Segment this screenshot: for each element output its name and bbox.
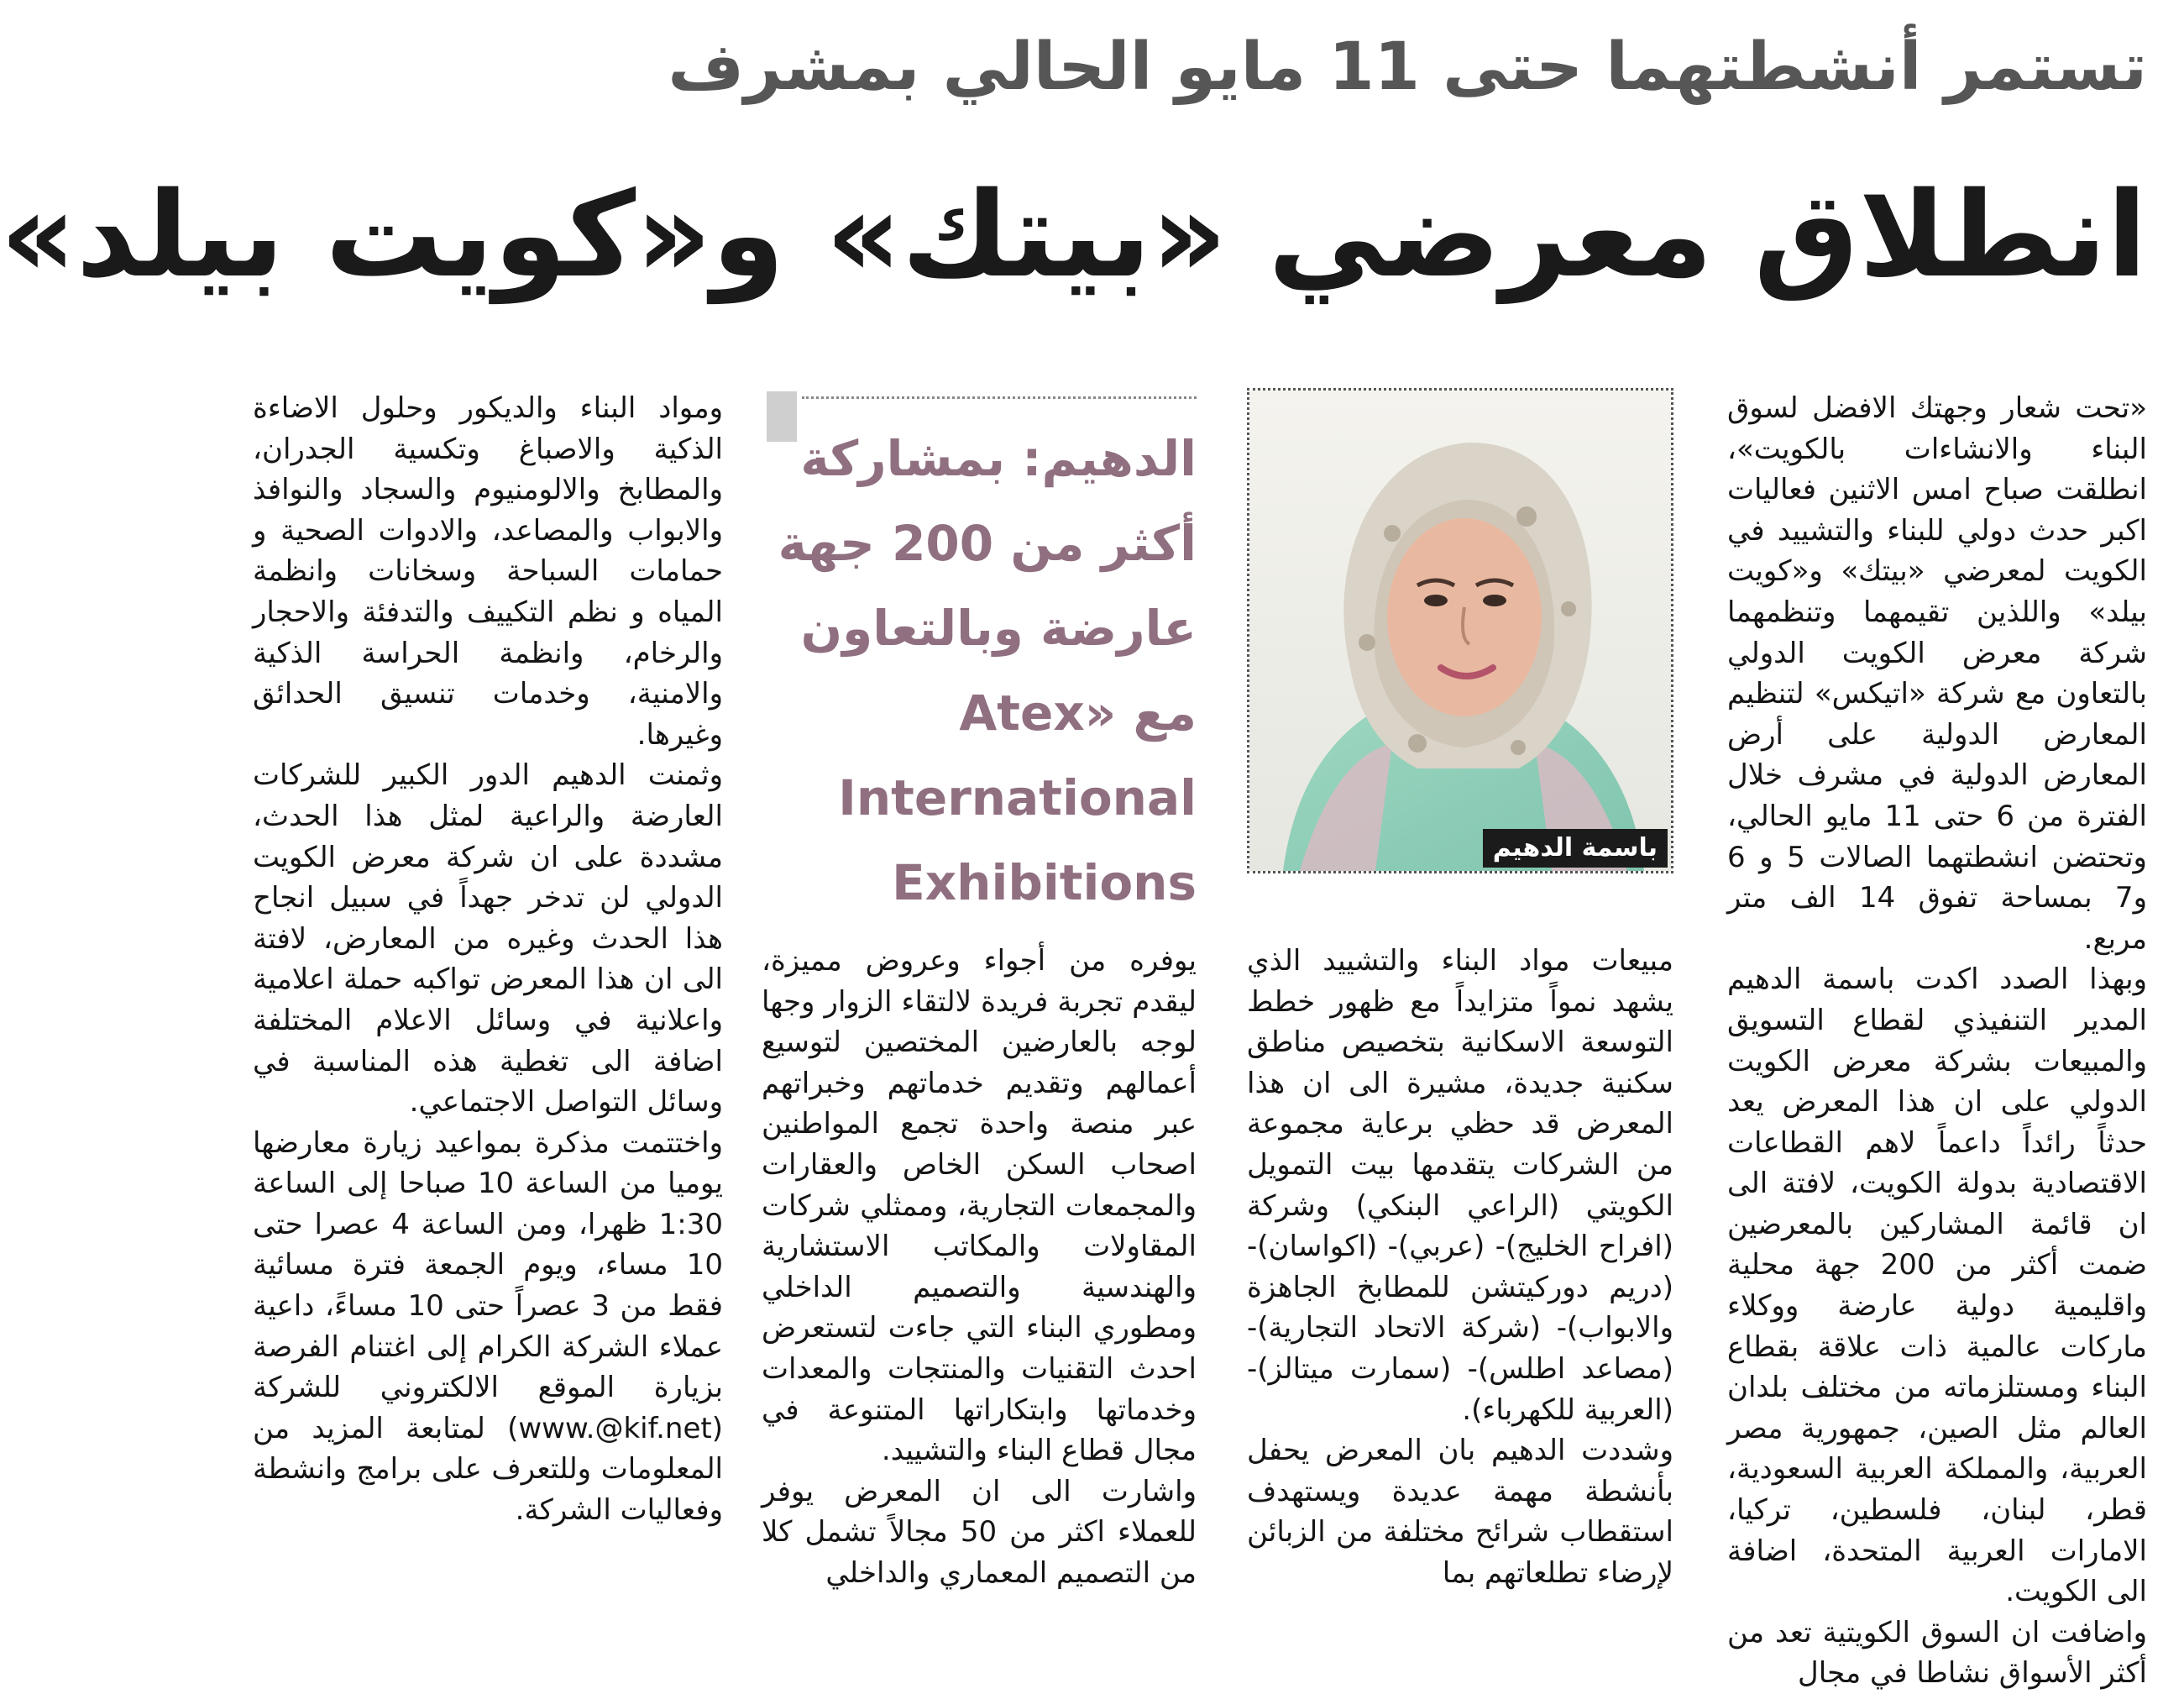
article-paragraph: ومواد البناء والديكور وحلول الاضاءة الذكية والاصباغ وتكسية الجدران، والمطابخ والالومنيوم والسجاد والنوافذ والابواب والمصاعد، والادوات الصحية و حمامات السباحة وسخانات وانظمة المياه و نظم التكييف والتدفئة والاحجار والرخام، وانظمة الحراسة الذكية والامنية، وخدمات تنسيق الحدائق وغيرها.: [253, 391, 723, 752]
article-paragraph: واضافت ان السوق الكويتية تعد من أكثر الأسواق نشاطا في مجال: [1727, 1615, 2147, 1691]
article-paragraph: وثمنت الدهيم الدور الكبير للشركات العارضة والراعية لمثل هذا الحدث، مشددة على ان شركة معرض الكويت الدولي لن تدخر جهداً في سبيل انجاح هذا الحدث وغيره من المعارض، لافتة الى ان هذا المعرض تواكبه حملة اعلامية واعلانية في وسائل الاعلام المختلفة اضافة الى تغطية هذه المناسبة في وسائل التواصل الاجتماعي.: [253, 758, 723, 1120]
pull-quote-line: Exhibitions: [892, 854, 1197, 911]
article-paragraph: يوفره من أجواء وعروض مميزة، ليقدم تجربة فريدة لالتقاء الزوار وجها لوجه بالعارضين المختصين لتوسيع أعمالهم وتقديم خدماتهم وخبراتهم عبر منصة واحدة تجمع المواطنين اصحاب السكن الخاص والعقارات والمجمعات التجارية، وممثلي شركات المقاولات والمكاتب الاستشارية والهندسية والتصميم الداخلي ومطوري البناء التي جاءت لتستعرض احدث التقنيات والمنتجات والمعدات وخدماتها وابتكاراتها المتنوعة في مجال قطاع البناء والتشييد.: [762, 944, 1197, 1468]
article-paragraph: مبيعات مواد البناء والتشييد الذي يشهد نمواً متزايداً مع ظهور خطط التوسعة الاسكانية بتخصيص مناطق سكنية جديدة، مشيرة الى ان هذا المعرض قد حظي برعاية مجموعة من الشركات يتقدمها بيت التمويل الكويتي (الراعي البنكي) وشركة (افراح الخليج)- (عربي)- (اكواسان)-(دريم دوركيتشن للمطابخ الجاهزة والابواب)- (شركة الاتحاد التجارية)-(مصاعد اطلس)- (سمارت ميتالز)- (العربية للكهرباء).: [1247, 944, 1673, 1427]
photo-caption: باسمة الدهيم: [1483, 829, 1668, 868]
pull-quote-dotted-rule: [802, 396, 1197, 399]
article-column-4: [253, 388, 723, 1639]
article-column-1: [1727, 388, 2147, 1691]
pull-quote-line: الدهيم: بمشاركة: [800, 430, 1197, 487]
pull-quote-text: [768, 417, 1197, 926]
article-paragraph: وشددت الدهيم بان المعرض يحفل بأنشطة مهمة عديدة ويستهدف استقطاب شرائح مختلفة من الزبائن لإرضاء تطلعاتهم بما: [1247, 1434, 1673, 1590]
article-column-2: [1247, 941, 1673, 1638]
pull-quote-line: عارضة وبالتعاون: [800, 600, 1197, 657]
article-paragraph: واختتمت مذكرة بمواعيد زيارة معارضها يوميا من الساعة 10 صباحا إلى الساعة 1:30 ظهرا، ومن الساعة 4 عصرا حتى 10 مساء، ويوم الجمعة فترة مسائية فقط من 3 عصراً حتى 10 مساءً، داعية عملاء الشركة الكرام إلى اغتنام الفرصة بزيارة الموقع الالكتروني للشركة (www.@kif.net) لمتابعة المزيد من المعلومات وللتعرف على برامج وانشطة وفعاليات الشركة.: [253, 1125, 723, 1528]
portrait-photo: [1247, 388, 1673, 873]
pull-quote-line: مع «Atex: [959, 684, 1197, 742]
pull-quote-line: International: [838, 769, 1197, 826]
main-headline: انطلاق معرضي «بيتك» و«كويت بيلد»: [0, 167, 2147, 304]
article-paragraph: «تحت شعار وجهتك الافضل لسوق البناء والانشاءات بالكويت»، انطلقت صباح امس الاثنين فعاليات اكبر حدث دولي للبناء والتشييد في الكويت لمعرضي «بيتك» و«كويت بيلد» واللذين تقيمهما وتنظمهما شركة معرض الكويت الدولي بالتعاون مع شركة «اتيكس» لتنظيم المعارض الدولية على أرض المعارض الدولية في مشرف خلال الفترة من 6 حتى 11 مايو الحالي، وتحتضن انشطتهما الصالات 5 و 6 و7 بمساحة تفوق 14 الف متر مربع.: [1727, 391, 2147, 956]
pull-quote-line: أكثر من 200 جهة: [778, 515, 1197, 572]
pull-quote: [762, 388, 1197, 909]
article-column-3: [762, 941, 1197, 1638]
kicker-subheadline: تستمر أنشطتهما حتى 11 مايو الحالي بمشرف: [668, 29, 2147, 105]
portrait-illustration: [1249, 391, 1671, 871]
article-paragraph: واشارت الى ان المعرض يوفر للعملاء اكثر من 50 مجالاً تشمل كلا من التصميم المعماري والداخلي: [762, 1474, 1197, 1590]
article-paragraph: وبهذا الصدد اكدت باسمة الدهيم المدير التنفيذي لقطاع التسويق والمبيعات بشركة معرض الكويت الدولي على ان هذا المعرض يعد حدثاً رائداً داعماً لاهم القطاعات الاقتصادية بدولة الكويت، لافتة الى ان قائمة المشاركين بالمعرضين ضمت أكثر من 200 جهة محلية واقليمية دولية عارضة ووكلاء ماركات عالمية ذات علاقة بقطاع البناء ومستلزماته من مختلف بلدان العالم مثل الصين، جمهورية مصر العربية، والمملكة العربية السعودية، قطر، لبنان، فلسطين، تركيا، الامارات العربية المتحدة، اضافة الى الكويت.: [1727, 962, 2147, 1609]
